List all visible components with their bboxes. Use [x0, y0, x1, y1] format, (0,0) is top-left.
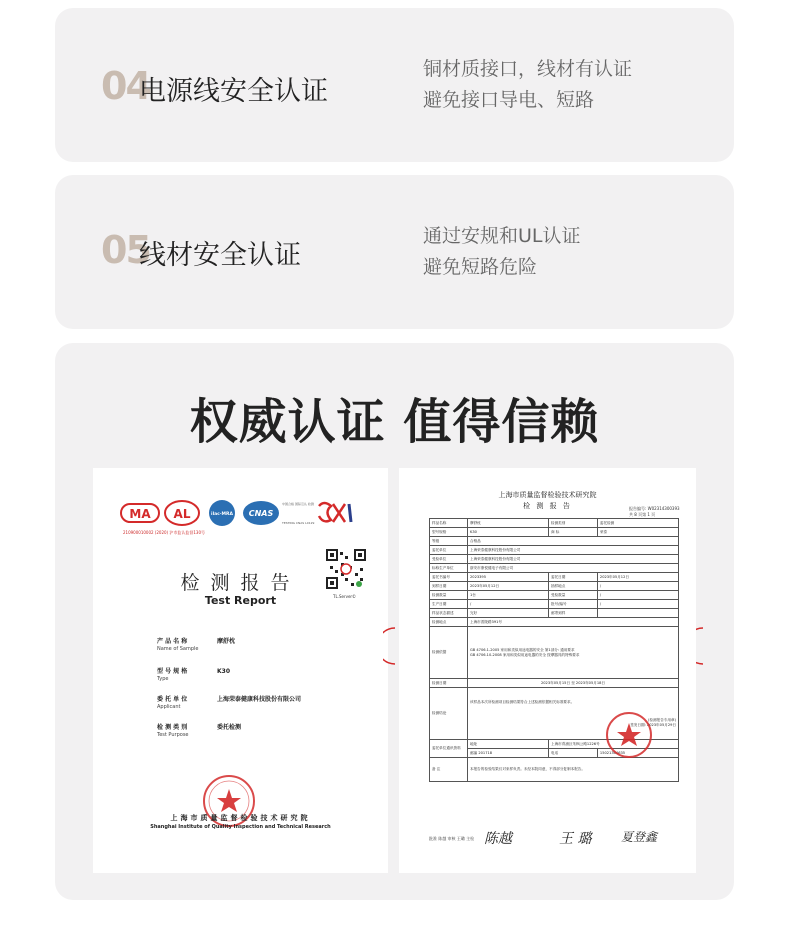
table-cell: 等级 — [430, 537, 468, 546]
field-label: 型 号 规 格 — [157, 668, 188, 675]
accreditation-logos — [119, 498, 369, 528]
table-row — [430, 564, 679, 573]
report-title-en: Test Report — [204, 594, 277, 607]
table-row — [430, 519, 679, 528]
table-cell: 合格品 — [468, 537, 679, 546]
table-row — [430, 537, 679, 546]
table-cell: 样品名称 — [430, 519, 468, 528]
table-cell: / — [597, 591, 678, 600]
ilac-logo-text: ilac·MRA — [211, 512, 233, 517]
table-cell: 受检数量 — [548, 591, 597, 600]
table-cell: 检测数量 — [430, 591, 468, 600]
table-cell: 本报告的检验结果仅对来样负责。未经本院同意，不得部分复制本报告。 — [468, 758, 679, 782]
registration-line: 210900010002 (2020) 沪市监认监督130号 — [123, 530, 206, 535]
zip-label: 邮编 — [470, 750, 478, 755]
zip-value: 201718 — [478, 750, 493, 755]
table-row — [430, 573, 679, 582]
table-row — [430, 758, 679, 782]
table-cell: / — [597, 582, 678, 591]
feature-desc-line: 避免接口导电、短路 — [423, 89, 595, 111]
page-no: 共 8 页第 1 页 — [629, 512, 656, 517]
field-type — [157, 666, 230, 682]
signature-line: 批准 陈越 审核 王璐 主检 — [429, 836, 475, 841]
qr-caption: TL.Server© — [333, 594, 357, 599]
test-report-page — [399, 468, 696, 873]
table-cell: 受检单位 — [430, 555, 468, 564]
table-cell: 检测结论 — [430, 688, 468, 740]
report-subheader: 检 测 报 告 — [523, 502, 572, 510]
cal-logo — [165, 501, 199, 525]
feature-desc-line: 通过安规和UL认证 — [423, 225, 581, 247]
feature-description — [423, 54, 632, 116]
table-cell: 检测依据 — [430, 627, 468, 679]
table-cell: 荣泰 — [597, 528, 678, 537]
cnas-caption: TESTING CNAS L0129 — [282, 521, 315, 525]
field-value: K30 — [217, 668, 230, 675]
table-cell — [468, 627, 679, 679]
table-cell: 标称生产单位 — [430, 564, 468, 573]
cal-logo-text: AL — [173, 507, 191, 521]
report-number — [629, 506, 680, 518]
table-cell: 浙安市康悦健电子有限公司 — [468, 564, 679, 573]
cal-seal-logo — [319, 503, 351, 522]
feature-desc-line: 避免短路危险 — [423, 256, 538, 278]
field-sub-label: Test Purpose — [157, 732, 189, 738]
red-seal-icon — [604, 710, 654, 760]
table-cell: 地址 — [468, 740, 549, 749]
feature-card-04 — [55, 8, 734, 162]
signature-approver: 陈越 — [484, 831, 512, 847]
table-cell: 检测类别 — [548, 519, 597, 528]
table-cell: 摩舒枕 — [468, 519, 549, 528]
basis-line: GB 4706.1-2005 家用和类似用途电器的安全 第1部分: 通用要求 — [470, 648, 575, 652]
issue-date: 签发日期: 2023年05月29日 — [630, 722, 676, 727]
cnas-logo — [243, 501, 279, 525]
feature-title: 电源线安全认证 — [139, 76, 328, 107]
table-cell: 上海荣泰健康科技股份有限公司 — [468, 555, 679, 564]
institute-name-en: Shanghai Institute of Quality Inspection and Technical Research — [150, 824, 331, 830]
table-cell: 1台 — [468, 591, 549, 600]
table-cell: / — [597, 600, 678, 609]
report-header: 上海市质量监督检验技术研究院 — [498, 491, 597, 499]
table-row — [430, 679, 679, 688]
table-cell: 完好 — [468, 609, 549, 618]
table-cell: 样品状态描述 — [430, 609, 468, 618]
field-test-purpose — [157, 722, 241, 738]
table-row — [430, 546, 679, 555]
table-cell: 上海市青浦区朱枫公路1226号 — [548, 740, 678, 749]
cma-logo-text: MA — [129, 507, 151, 521]
table-cell: 2023年05月12日 — [468, 582, 549, 591]
table-cell: 检测日期 — [430, 679, 468, 688]
table-cell: 委托单位通讯资料 — [430, 740, 468, 758]
table-row — [430, 618, 679, 627]
table-cell: 到样日期 — [430, 582, 468, 591]
table-cell: 检测地点 — [430, 618, 468, 627]
feature-card-05 — [55, 175, 734, 329]
table-cell: 15021304635 — [597, 749, 678, 758]
table-cell: 邮寄到样 — [548, 609, 597, 618]
table-row — [430, 600, 679, 609]
field-sub-label: Applicant — [157, 704, 181, 710]
table-cell: 上海市普陵路391号 — [468, 618, 679, 627]
feature-description — [423, 221, 581, 283]
table-cell: 委托日期 — [548, 573, 597, 582]
conclusion-stamp: (检测报告专用章) — [648, 718, 676, 723]
cnas-small-caption: 中国合格 国际互认 检测 — [282, 502, 314, 506]
report-title-cn: 检测报告 — [180, 572, 301, 594]
table-row — [430, 555, 679, 564]
table-row — [430, 627, 679, 679]
table-cell: 生产日期 — [430, 600, 468, 609]
table-row — [430, 528, 679, 537]
feature-number: 04 — [101, 64, 150, 108]
table-cell: 上海荣泰健康科技股份有限公司 — [468, 546, 679, 555]
ilac-logo — [209, 500, 235, 526]
table-cell: K30 — [468, 528, 549, 537]
table-cell: 商 标 — [548, 528, 597, 537]
report-no: 报告编号: W02314300393 — [629, 506, 680, 511]
table-cell: 抽样地点 — [548, 582, 597, 591]
table-cell: 委托检测 — [597, 519, 678, 528]
institute-name-cn: 上海市质量监督检验技术研究院 — [170, 814, 311, 822]
certification-card — [55, 343, 734, 900]
field-label: 委 托 单 位 — [157, 696, 188, 703]
table-cell: 批号/编号 — [548, 600, 597, 609]
conclusion-text: 该样品本次所检测项目检测结果符合上述检测依据相关标准要求。 — [470, 699, 575, 704]
table-row — [430, 582, 679, 591]
feature-title: 线材安全认证 — [139, 240, 301, 271]
field-label: 检 测 类 别 — [157, 724, 188, 731]
signature-reviewer: 王 璐 — [559, 831, 592, 847]
cnas-logo-text: CNAS — [248, 509, 274, 518]
field-applicant — [157, 694, 301, 710]
feature-number: 05 — [101, 228, 150, 272]
cma-logo — [121, 504, 159, 522]
signature-inspector: 夏登鑫 — [621, 830, 658, 844]
table-cell: 委托单位 — [430, 546, 468, 555]
table-cell: 备 注 — [430, 758, 468, 782]
table-row — [430, 591, 679, 600]
table-cell: 2023年05月15日 至 2023年05月18日 — [468, 679, 679, 688]
field-sub-label: Name of Sample — [157, 646, 199, 652]
table-cell: 电话 — [548, 749, 597, 758]
test-report-cover — [93, 468, 388, 873]
field-sample-name — [157, 636, 235, 652]
basis-line: GB 4706.10-2008 家用和类似用途电器的安全 按摩器具的特殊要求 — [470, 652, 580, 657]
table-cell: 2023年05月12日 — [597, 573, 678, 582]
table-cell: 2023395 — [468, 573, 549, 582]
field-value: 摩舒枕 — [217, 638, 236, 645]
table-cell: / — [468, 600, 549, 609]
field-value: 上海荣泰健康科技股份有限公司 — [217, 696, 302, 703]
edge-seal-icon — [383, 626, 395, 666]
table-cell: 型号规格 — [430, 528, 468, 537]
certification-heading: 权威认证 值得信赖 — [189, 394, 600, 450]
field-value: 委托检测 — [217, 724, 242, 731]
field-label: 产 品 名 称 — [157, 638, 188, 645]
feature-desc-line: 铜材质接口，线材有认证 — [423, 58, 633, 80]
table-cell — [468, 749, 549, 758]
field-sub-label: Type — [157, 676, 169, 682]
table-row — [430, 609, 679, 618]
table-cell: 委托书编号 — [430, 573, 468, 582]
table-cell — [597, 609, 678, 618]
